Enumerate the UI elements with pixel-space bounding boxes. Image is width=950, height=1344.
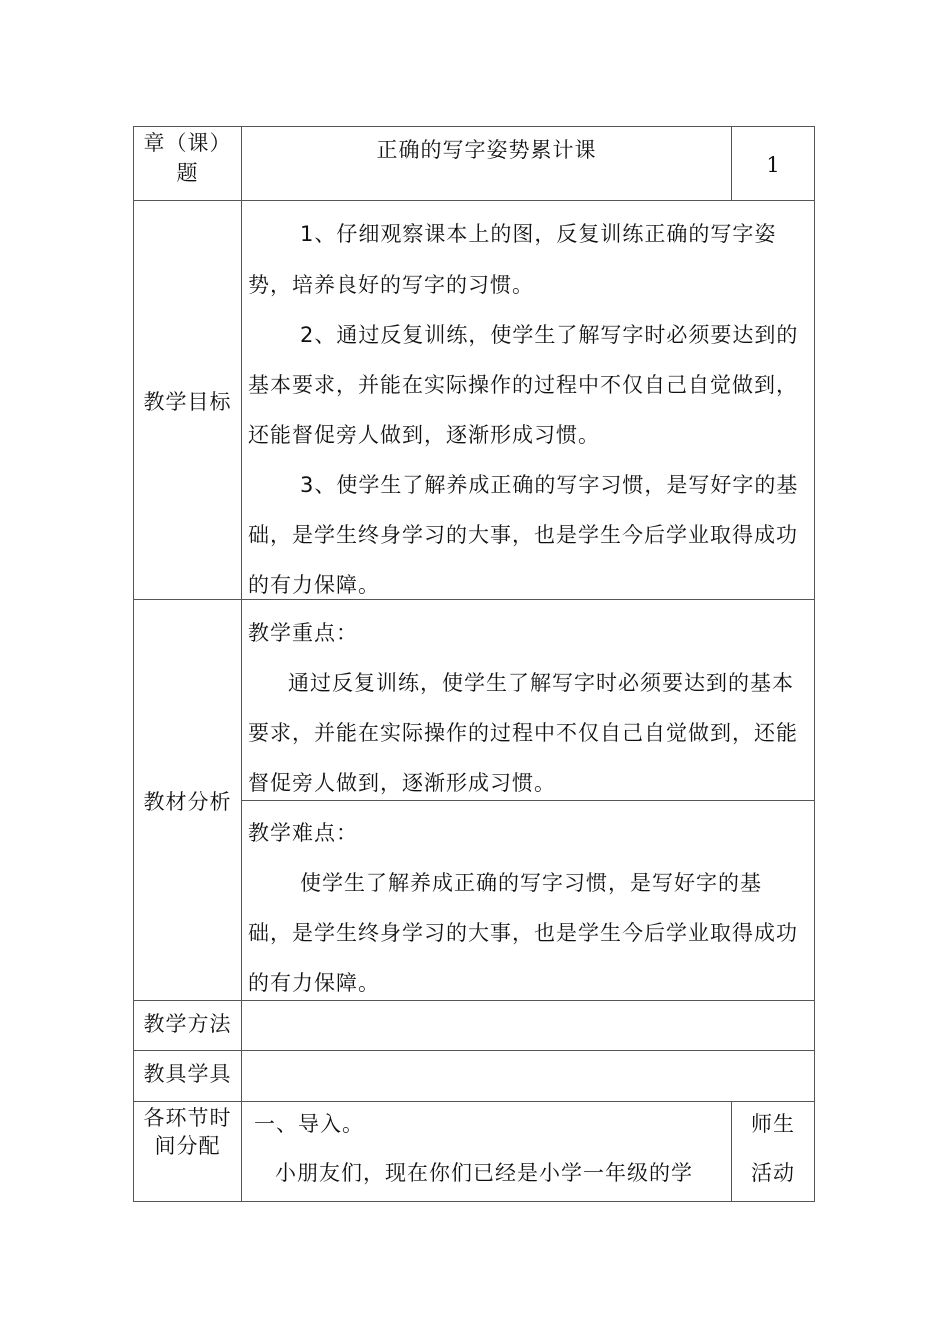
difficulties-heading: 教学难点： (248, 821, 358, 845)
time-allocation-label-line1: 各环节时 (143, 1106, 232, 1130)
column-divider (241, 126, 242, 1202)
key-points-line: 要求，并能在实际操作的过程中不仅自己自觉做到，还能 (248, 721, 798, 745)
difficulties-line: 的有力保障。 (248, 971, 380, 995)
table-border-top (133, 126, 815, 127)
difficulties-section (248, 808, 808, 1000)
objectives-label: 教学目标 (143, 390, 232, 414)
key-points-section (248, 608, 808, 800)
chapter-label-line2: 题 (176, 161, 199, 185)
objective-line: 2、通过反复训练，使学生了解写字时必须要达到的 (300, 323, 799, 347)
activity-label (732, 1099, 814, 1199)
objective-line: 还能督促旁人做到，逐渐形成习惯。 (248, 423, 600, 447)
tools-label: 教具学具 (143, 1062, 232, 1086)
table-border-left (133, 126, 134, 1202)
objectives-content (248, 209, 808, 599)
time-allocation-content (254, 1099, 730, 1199)
time-allocation-label (134, 1104, 241, 1160)
objective-line: 3、使学生了解养成正确的写字习惯，是写好字的基 (300, 473, 799, 497)
chapter-label-line1: 章（课） (143, 131, 232, 155)
lesson-hours: 1 (766, 153, 780, 177)
difficulties-line: 使学生了解养成正确的写字习惯，是写好字的基 (300, 871, 762, 895)
time-allocation-label-line2: 间分配 (154, 1134, 221, 1158)
table-border-bottom (133, 1201, 815, 1202)
analysis-label: 教材分析 (143, 790, 232, 814)
key-points-line: 督促旁人做到，逐渐形成习惯。 (248, 771, 556, 795)
activity-label-line2: 活动 (751, 1161, 795, 1185)
key-points-heading: 教学重点： (248, 621, 358, 645)
lesson-title: 正确的写字姿势累计课 (376, 138, 597, 162)
intro-heading: 一、导入。 (254, 1112, 364, 1136)
objective-line: 的有力保障。 (248, 573, 380, 597)
row-divider (133, 599, 815, 600)
activity-label-line1: 师生 (751, 1112, 795, 1136)
difficulties-line: 础，是学生终身学习的大事，也是学生今后学业取得成功 (248, 921, 798, 945)
objective-line: 础，是学生终身学习的大事，也是学生今后学业取得成功 (248, 523, 798, 547)
chapter-label (134, 128, 241, 188)
objective-line: 势，培养良好的写字的习惯。 (248, 273, 534, 297)
method-label: 教学方法 (143, 1012, 232, 1036)
intro-line: 小朋友们，现在你们已经是小学一年级的学 (275, 1161, 693, 1185)
row-divider (133, 1000, 815, 1001)
objective-line: 基本要求，并能在实际操作的过程中不仅自己自觉做到， (248, 373, 798, 397)
row-divider (133, 200, 815, 201)
table-border-right (814, 126, 815, 1202)
key-points-line: 通过反复训练，使学生了解写字时必须要达到的基本 (288, 671, 794, 695)
objective-line: 1、仔细观察课本上的图，反复训练正确的写字姿 (300, 222, 777, 246)
row-divider (133, 1050, 815, 1051)
